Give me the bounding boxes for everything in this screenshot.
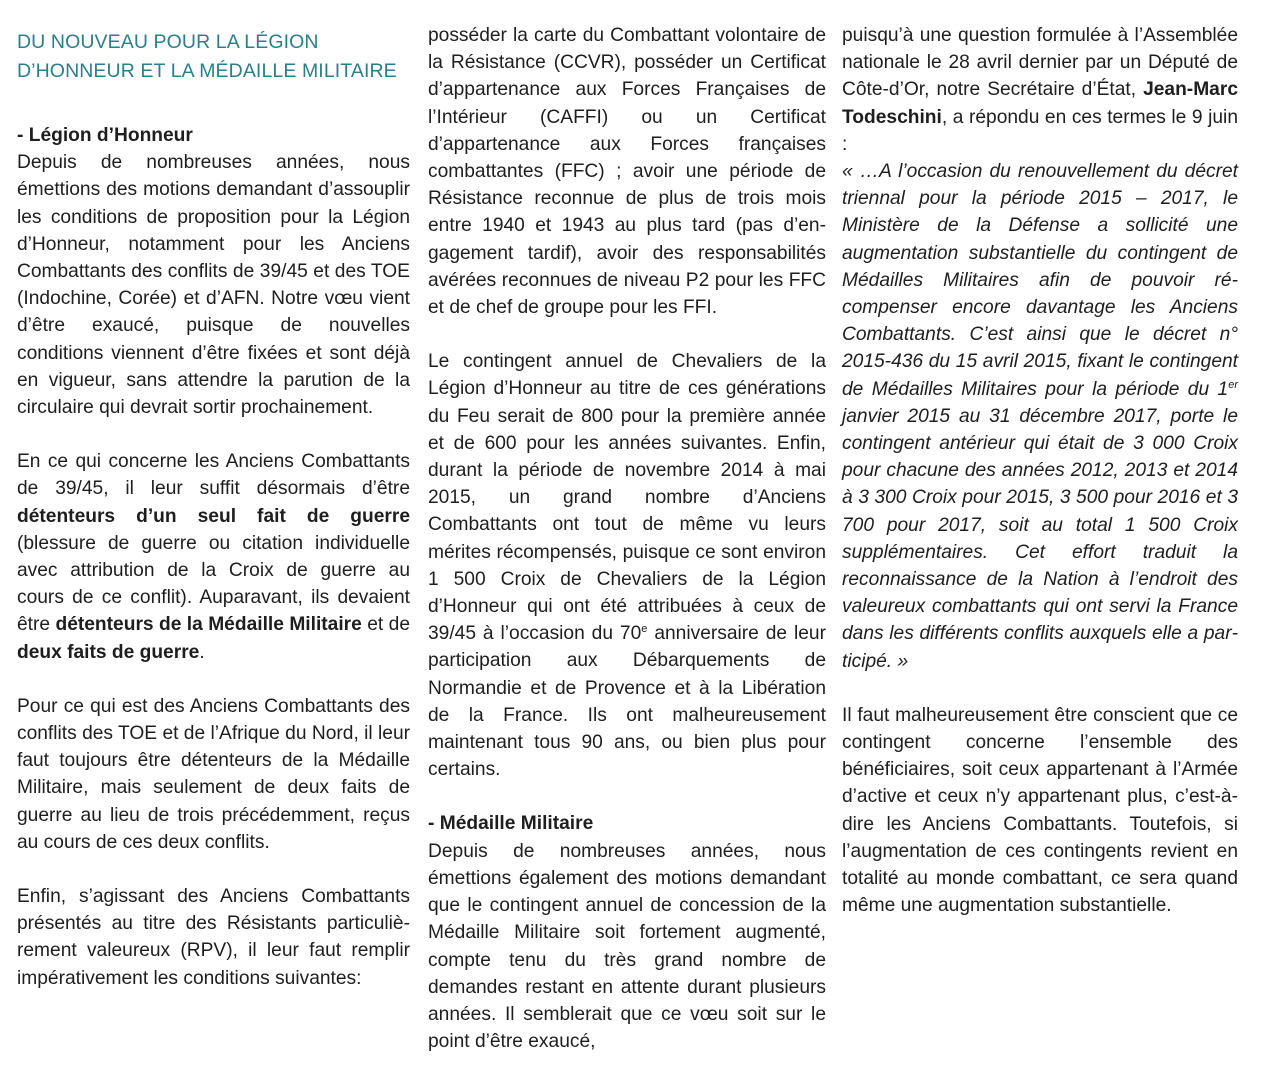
paragraph-contingent-chevaliers bbox=[428, 348, 826, 783]
ordinal-superscript: e bbox=[641, 623, 648, 636]
paragraph-medaille-intro: Depuis de nombreuses années, nous émettions également des motions demandant que le contingent annuel de concession de la Médaille Militaire soit fortement augmenté, compte tenu du très grand nombre de demandes restant en attente durant plusieurs années. Il semblerait que ce vœu soit sur le point d’être exaucé, bbox=[428, 840, 826, 1053]
article-title: DU NOUVEAU POUR LA LÉGION D’HONNEUR ET LA MÉDAILLE MILITAIRE bbox=[17, 31, 397, 82]
ordinal-superscript: er bbox=[1228, 378, 1238, 391]
quote-text: janvier 2015 au 31 décembre 2017, porte le contingent antérieur qui était de 3 000 Croix pour chacune des années 2012, 2013 et 2014 à 3 300 Croix pour 2015, 3 500 pour 2016 et 3 700 pour 2017, soit au total 1 500 Croix supplémentaires. Cet effort traduit la reconnaissance de la Nation à l’endroit des valeureux combattants qui ont servi la France dans les différents conflits auxquels elle a participé. » bbox=[842, 405, 1238, 672]
paragraph-question-assemblee bbox=[842, 22, 1238, 158]
paragraph-text: , a répondu en ces termes le 9 juin : bbox=[842, 106, 1238, 155]
bold-phrase: détenteurs de la Médaille Militaire bbox=[55, 614, 362, 636]
bold-phrase: deux faits de guerre bbox=[17, 641, 200, 663]
minister-name: Jean-Marc Todeschini bbox=[842, 79, 1238, 128]
subhead-medaille-militaire: - Médaille Militaire bbox=[428, 813, 594, 835]
paragraph-conclusion: Il faut malheureusement être conscient que ce contingent concerne l’ensemble des bénéficiaires, soit ceux appartenant à l’Armée d’active et ceux n’y appartenant plus, c’est-à-dire les Anciens Combattants. Toutefois, si l’augmentation de ces contingents revient en totalité au monde combattant, ce sera quand même une augmentation substantielle. bbox=[842, 704, 1238, 917]
paragraph-toe-afn: Pour ce qui est des Anciens Combattants des conflits des TOE et de l’Afrique du Nord, il leur faut toujours être détenteurs de la Médaille Militaire, mais seulement de deux faits de guerre au lieu de trois précédemment, reçus au cours de ces deux conflits. bbox=[17, 695, 410, 853]
paragraph-text: puisqu’à une question formulée à l’Assemblée nationale le 28 avril dernier par un Député de Côte-d’Or, notre Secrétaire d’État, bbox=[842, 25, 1238, 101]
paragraph-rpv-conditions: posséder la carte du Combattant volontaire de la Résistance (CCVR), posséder un Certificat d’appartenance aux Forces Françaises de l’Intérieur (CAFFI) ou un Certificat d’appartenance aux Forces françaises combattantes (FFC) ; avoir une période de Résistance reconnue de plus de trois mois entre 1940 et 1943 au plus tard (pas d’engagement tardif), avoir des responsabilités avérées reconnues de niveau P2 pour les FFC et de chef de groupe pour les FFI. bbox=[428, 25, 826, 319]
paragraph-39-45-conditions bbox=[17, 448, 410, 666]
paragraph-text: En ce qui concerne les Anciens Combattants de 39/45, il leur suffit désormais d’être bbox=[17, 451, 410, 500]
article-column-3 bbox=[842, 22, 1238, 920]
article-column-1 bbox=[17, 22, 410, 992]
paragraph-text: (blessure de guerre ou citation individuelle avec attribution de la Croix de guerre au cours de ce conflit). Auparavant, ils devaient être bbox=[17, 532, 410, 636]
paragraph-text: et de bbox=[361, 614, 410, 636]
ministerial-quote bbox=[842, 158, 1238, 675]
paragraph-text: Le contingent annuel de Chevaliers de la Légion d’Honneur au titre de ces générations du Feu serait de 800 pour la première année et de 600 pour les années suivantes. Enfin, durant la période de novembre 2014 à mai 2015, un grand nombre d’Anciens Combattants ont tout de même vu leurs mérites récompensés, puisque ce sont environ 1 500 Croix de Chevaliers de la Légion d’Honneur qui ont été attribuées à ceux de 39/45 à l’occasion du 70 bbox=[428, 351, 826, 645]
paragraph-text: . bbox=[199, 641, 205, 663]
paragraph-rpv: Enfin, s’agissant des Anciens Combattants présentés au titre des Résistants particulièrement valeureux (RPV), il leur faut remplir impérativement les conditions suivantes: bbox=[17, 886, 410, 989]
article-column-2 bbox=[428, 22, 826, 1055]
bold-phrase: détenteurs d’un seul fait de guerre bbox=[17, 505, 410, 527]
quote-text: « …A l’occasion du renouvellement du décret triennal pour la période 2015 – 2017, le Ministère de la Défense a sollicité une augmentation substantielle du contingent de Médailles Militaires afin de pouvoir récompenser encore davantage les Anciens Combattants. C’est ainsi que le décret n° 2015-436 du 15 avril 2015, fixant le contingent de Médailles Militaires pour la période du 1 bbox=[842, 161, 1238, 400]
subhead-legion-honneur: - Légion d’Honneur bbox=[17, 125, 193, 146]
paragraph-text: anniversaire de leur participation aux Débarquements de Normandie et de Provence et à la Libération de la France. Ils ont malheureusement maintenant tous 90 ans, ou bien plus pour certains. bbox=[428, 623, 826, 781]
paragraph-legion-intro: Depuis de nombreuses années, nous émettions des motions demandant d’assouplir les conditions de proposition pour la Légion d’Honneur, notamment pour les Anciens Combattants des conflits de 39/45 et des TOE (Indochine, Corée) et d’AFN. Notre vœu vient d’être exaucé, puisque de nouvelles conditions viennent d’être fixées et sont déjà en vigueur, sans attendre la parution de la circulaire qui devrait sortir prochainement. bbox=[17, 152, 410, 419]
